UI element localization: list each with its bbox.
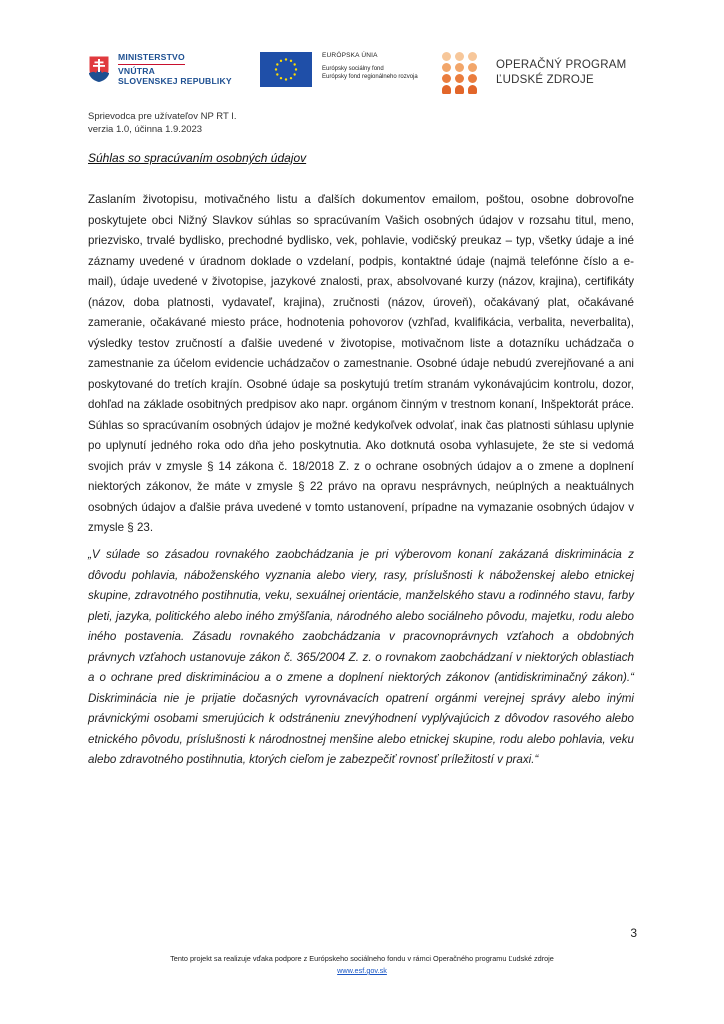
equal-treatment-paragraph: „V súlade so zásadou rovnakého zaobchádzania je pri výberovom konaní zakázaná diskriminácia z dôvodu pohlavia, náboženského vyznania alebo viery, rasy, príslušnosti k náboženskej alebo etnickej skupine, zdravotného postihnutia, veku, sexuálnej orientácie, manželského stavu a rodinného stavu, farby pleti, jazyka, politického alebo iného zmýšľania, národného alebo sociálneho pôvodu, majetku, rodu alebo iného postavenia. Zásadu rovnakého zaobchádzania v pracovnoprávnych vzťahoch a obdobných právnych vzťahoch ustanovuje zákon č. 365/2004 Z. z. o rovnakom zaobchádzaní v niektorých oblastiach a o ochrane pred diskrimináciou a o zmene a doplnení niektorých zákonov (antidiskriminačný zákon).“ Diskriminácia nie je prijatie dočasných vyrovnávacích opatrení orgánmi verejnej správy alebo inými právnickými osobami smerujúcich k odstráneniu znevýhodnení vyplývajúcich z dôvodov rasového alebo etnického pôvodu, príslušnosti k národnostnej menšine alebo etnickej skupine, rodu alebo pohlavia, veku alebo zdravotného postihnutia, ktorých cieľom je zabezpečiť rovnosť príležitostí v praxi.“ bbox=[88, 548, 634, 766]
eu-star bbox=[276, 73, 278, 75]
dot bbox=[468, 63, 477, 72]
eu-star bbox=[285, 78, 287, 80]
eu-star bbox=[276, 63, 278, 65]
footer-link[interactable]: www.esf.gov.sk bbox=[337, 966, 387, 975]
eu-fund-line2: Európsky fond regionálneho rozvoja bbox=[322, 74, 418, 80]
dot bbox=[455, 74, 464, 83]
ministry-name-line1: MINISTERSTVO bbox=[118, 52, 185, 65]
dot bbox=[442, 74, 451, 83]
eu-fund-line1: Európsky sociálny fond bbox=[322, 66, 384, 72]
ministry-logo bbox=[88, 52, 232, 87]
dot bbox=[468, 74, 477, 83]
people-dots-icon bbox=[442, 52, 478, 94]
eu-star bbox=[290, 60, 292, 62]
eu-star bbox=[280, 60, 282, 62]
dot bbox=[455, 85, 464, 94]
ministry-name-line2: VNÚTRA bbox=[118, 65, 156, 76]
document-guide-name: Sprievodca pre užívateľov NP RT I. bbox=[88, 111, 237, 122]
dot bbox=[468, 85, 477, 94]
dot bbox=[455, 63, 464, 72]
eu-title: EURÓPSKA ÚNIA bbox=[322, 52, 378, 59]
op-name-line2: ĽUDSKÉ ZDROJE bbox=[496, 74, 594, 86]
section-title: Súhlas so spracúvaním osobných údajov bbox=[88, 151, 307, 165]
dot bbox=[442, 85, 451, 94]
document-version: verzia 1.0, účinna 1.9.2023 bbox=[88, 123, 203, 135]
dot bbox=[468, 52, 477, 61]
dot bbox=[442, 63, 451, 72]
footer-text: Tento projekt sa realizuje vďaka podpore z Európskeho sociálneho fondu v rámci Operačného programu Ľudské zdroje bbox=[170, 954, 554, 963]
eu-star bbox=[285, 58, 287, 60]
operational-program-logo bbox=[442, 52, 626, 94]
eu-star bbox=[275, 68, 277, 70]
dot bbox=[455, 52, 464, 61]
dot bbox=[442, 52, 451, 61]
op-name-line1: OPERAČNÝ PROGRAM bbox=[496, 59, 627, 71]
eu-star bbox=[280, 77, 282, 79]
eu-star bbox=[293, 73, 295, 75]
eu-star bbox=[295, 68, 297, 70]
eu-star bbox=[290, 77, 292, 79]
eu-star bbox=[293, 63, 295, 65]
eu-logo bbox=[260, 52, 418, 87]
consent-paragraph: Zaslaním životopisu, motivačného listu a ďalších dokumentov emailom, poštou, osobne dobrovoľne poskytujete obci Nižný Slavkov súhlas so spracúvaním Vašich osobných údajov v rozsahu titul, meno, priezvisko, trvalé bydlisko, prechodné bydlisko, vek, pohlavie, vodičský preukaz – typ, všetky údaje a iné záznamy uvedené v úradnom doklade o vzdelaní, podpis, kontaktné údaje (najmä telefónne číslo a e-mail), údaje uvedené v životopise, jazykové znalosti, prax, absolvované kurzy (názov, krajina), certifikáty (názov, doba platnosti, vydavateľ, krajina), zručnosti (názov, úroveň), očakávaný plat, očakávané zameranie, očakávané miesto práce, hodnotenia pohovorov (vzhľad, kvalifikácia, verbalita, neverbalita), výsledky testov zručností a ďalšie uvedené v životopise, motivačnom liste a dotazníku uchádzača o zamestnanie za účelom evidencie uchádzačov o zamestnanie. Osobné údaje nebudú zverejňované a ani poskytované do tretích krajín. Osobné údaje sa poskytujú tretím stranám vykonávajúcim kontrolu, dozor, dohľad na základe osobitných predpisov ako napr. orgánom činným v trestnom konaní, Inšpektorát práce. Súhlas so spracúvaním osobných údajov je možné kedykoľvek odvolať, inak čas platnosti súhlasu uplynie po uplynutí jedného roka odo dňa jeho poskytnutia. Ako dotknutá osoba vyhlasujete, že ste si vedomá svojich práv v zmysle § 14 zákona č. 18/2018 Z. z o ochrane osobných údajov a o zmene a doplnení niektorých zákonov, že máte v zmysle § 22 právo na opravu nesprávnych, neúplných a neaktuálnych osobných údajov a ďalšie práva uvedené v tomto ustanovení, prípadne na vymazanie osobných údajov v zmysle § 23. bbox=[88, 193, 634, 534]
slovak-coat-of-arms-icon bbox=[88, 55, 110, 83]
eu-flag-icon bbox=[260, 52, 312, 87]
page-number: 3 bbox=[630, 926, 637, 940]
ministry-name-line3: SLOVENSKEJ REPUBLIKY bbox=[118, 76, 232, 86]
footer bbox=[0, 953, 724, 977]
header-logos bbox=[88, 50, 664, 100]
document-meta bbox=[88, 111, 237, 136]
